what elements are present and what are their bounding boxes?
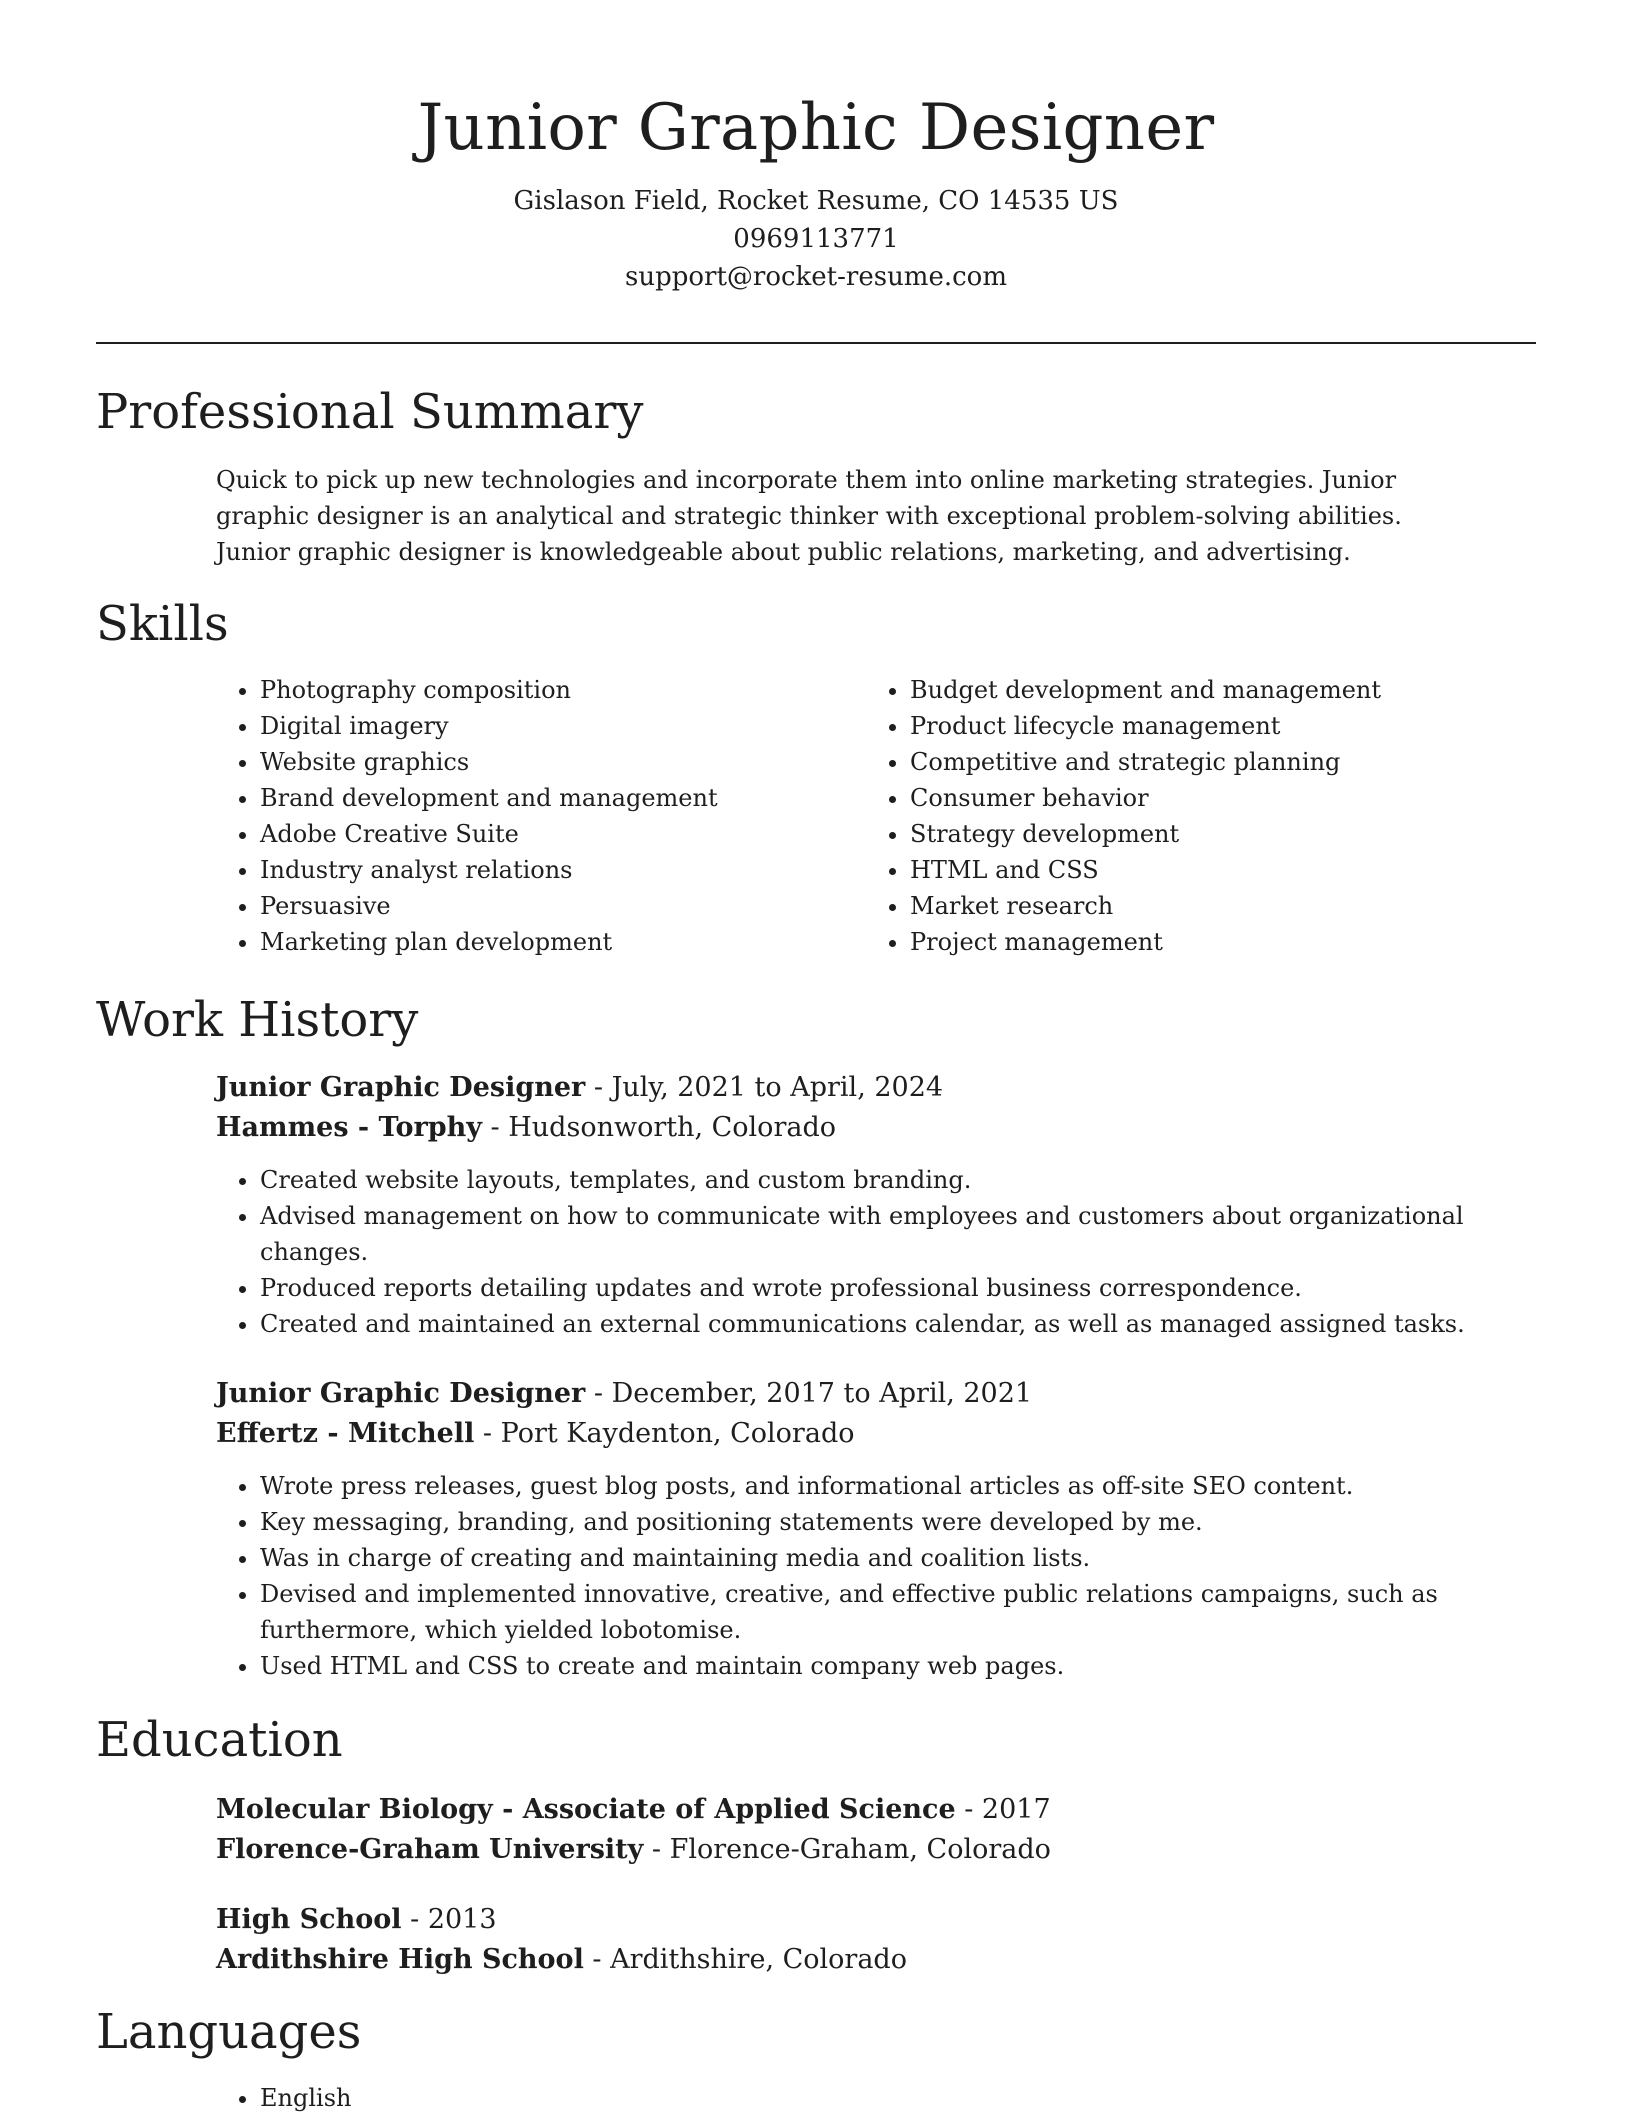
language-item: • English [260, 2080, 816, 2116]
duty-item: • Was in charge of creating and maintaining media and coalition lists. [260, 1540, 1520, 1576]
email: support@rocket-resume.com [624, 262, 1007, 292]
skill-item: • Photography composition [260, 672, 816, 708]
summary-heading: Professional Summary [96, 384, 644, 440]
job-dates: - December, 2017 to April, 2021 [585, 1378, 1033, 1409]
job-duties [216, 1162, 1520, 1342]
skills-heading: Skills [96, 596, 229, 652]
job-company-line [216, 1108, 1516, 1148]
skill-item: • Budget development and management [910, 672, 1506, 708]
degree-line [216, 1900, 1516, 1940]
duty-item: • Key messaging, branding, and positioning statements were developed by me. [260, 1504, 1520, 1540]
resume-header [96, 82, 1536, 296]
address: Gislason Field, Rocket Resume, CO 14535 US [513, 186, 1119, 216]
school-line [216, 1940, 1516, 1980]
job-location: - Port Kaydenton, Colorado [474, 1418, 855, 1449]
graduation-year: - 2017 [955, 1794, 1051, 1825]
job-title-line [216, 1374, 1516, 1414]
header-divider [96, 342, 1536, 344]
job-entry [216, 1374, 1516, 1684]
job-company: Hammes - Torphy [216, 1112, 482, 1143]
skill-item: • Strategy development [910, 816, 1506, 852]
skill-item: • Digital imagery [260, 708, 816, 744]
school-line [216, 1830, 1516, 1870]
school-location: - Ardithshire, Colorado [583, 1944, 907, 1975]
duty-item: • Used HTML and CSS to create and maintain company web pages. [260, 1648, 1520, 1684]
degree: Molecular Biology - Associate of Applied Science [216, 1794, 956, 1825]
skill-item: • HTML and CSS [910, 852, 1506, 888]
summary-text: Quick to pick up new technologies and incorporate them into online marketing strategies. Junior graphic designer is an analytical and strategic thinker with exceptional problem-solving abilities. Junior graphic designer is knowledgeable about public relations, marketing, and advertising. [216, 466, 1402, 566]
job-location: - Hudsonworth, Colorado [481, 1112, 836, 1143]
duty-item: • Advised management on how to communicate with employees and customers about organizational changes. [260, 1198, 1520, 1270]
job-dates: - July, 2021 to April, 2024 [585, 1072, 944, 1103]
school-name: Ardithshire High School [216, 1944, 584, 1975]
skills-column-left [216, 672, 816, 960]
job-entry [216, 1068, 1516, 1342]
job-duties [216, 1468, 1520, 1684]
skill-item: • Competitive and strategic planning [910, 744, 1506, 780]
skill-item: • Project management [910, 924, 1506, 960]
duty-item: • Created and maintained an external communications calendar, as well as managed assigned tasks. [260, 1306, 1520, 1342]
phone: 0969113771 [733, 224, 899, 254]
candidate-name: Junior Graphic Designer [417, 91, 1215, 165]
duty-item: • Produced reports detailing updates and wrote professional business correspondence. [260, 1270, 1520, 1306]
skill-item: • Marketing plan development [260, 924, 816, 960]
school-name: Florence-Graham University [216, 1834, 644, 1865]
job-company-line [216, 1414, 1516, 1454]
skill-item: • Persuasive [260, 888, 816, 924]
skill-item: • Adobe Creative Suite [260, 816, 816, 852]
job-position: Junior Graphic Designer [216, 1072, 586, 1103]
skills-column-right [866, 672, 1506, 960]
duty-item: • Created website layouts, templates, and custom branding. [260, 1162, 1520, 1198]
duty-item: • Wrote press releases, guest blog posts, and informational articles as off-site SEO content. [260, 1468, 1520, 1504]
duty-item: • Devised and implemented innovative, creative, and effective public relations campaigns, such as furthermore, which yielded lobotomise. [260, 1576, 1520, 1648]
school-location: - Florence-Graham, Colorado [643, 1834, 1051, 1865]
education-heading: Education [96, 1712, 343, 1768]
education-entry [216, 1790, 1516, 1870]
education-entry [216, 1900, 1516, 1980]
skill-item: • Industry analyst relations [260, 852, 816, 888]
graduation-year: - 2013 [401, 1904, 497, 1935]
job-title-line [216, 1068, 1516, 1108]
degree-line [216, 1790, 1516, 1830]
skill-item: • Consumer behavior [910, 780, 1506, 816]
job-position: Junior Graphic Designer [216, 1378, 586, 1409]
languages-heading: Languages [96, 2004, 362, 2060]
work-history-heading: Work History [96, 992, 419, 1048]
skill-item: • Market research [910, 888, 1506, 924]
languages-list [216, 2080, 816, 2116]
skill-item: • Product lifecycle management [910, 708, 1506, 744]
job-company: Effertz - Mitchell [216, 1418, 475, 1449]
skill-item: • Brand development and management [260, 780, 816, 816]
degree: High School [216, 1904, 402, 1935]
skill-item: • Website graphics [260, 744, 816, 780]
